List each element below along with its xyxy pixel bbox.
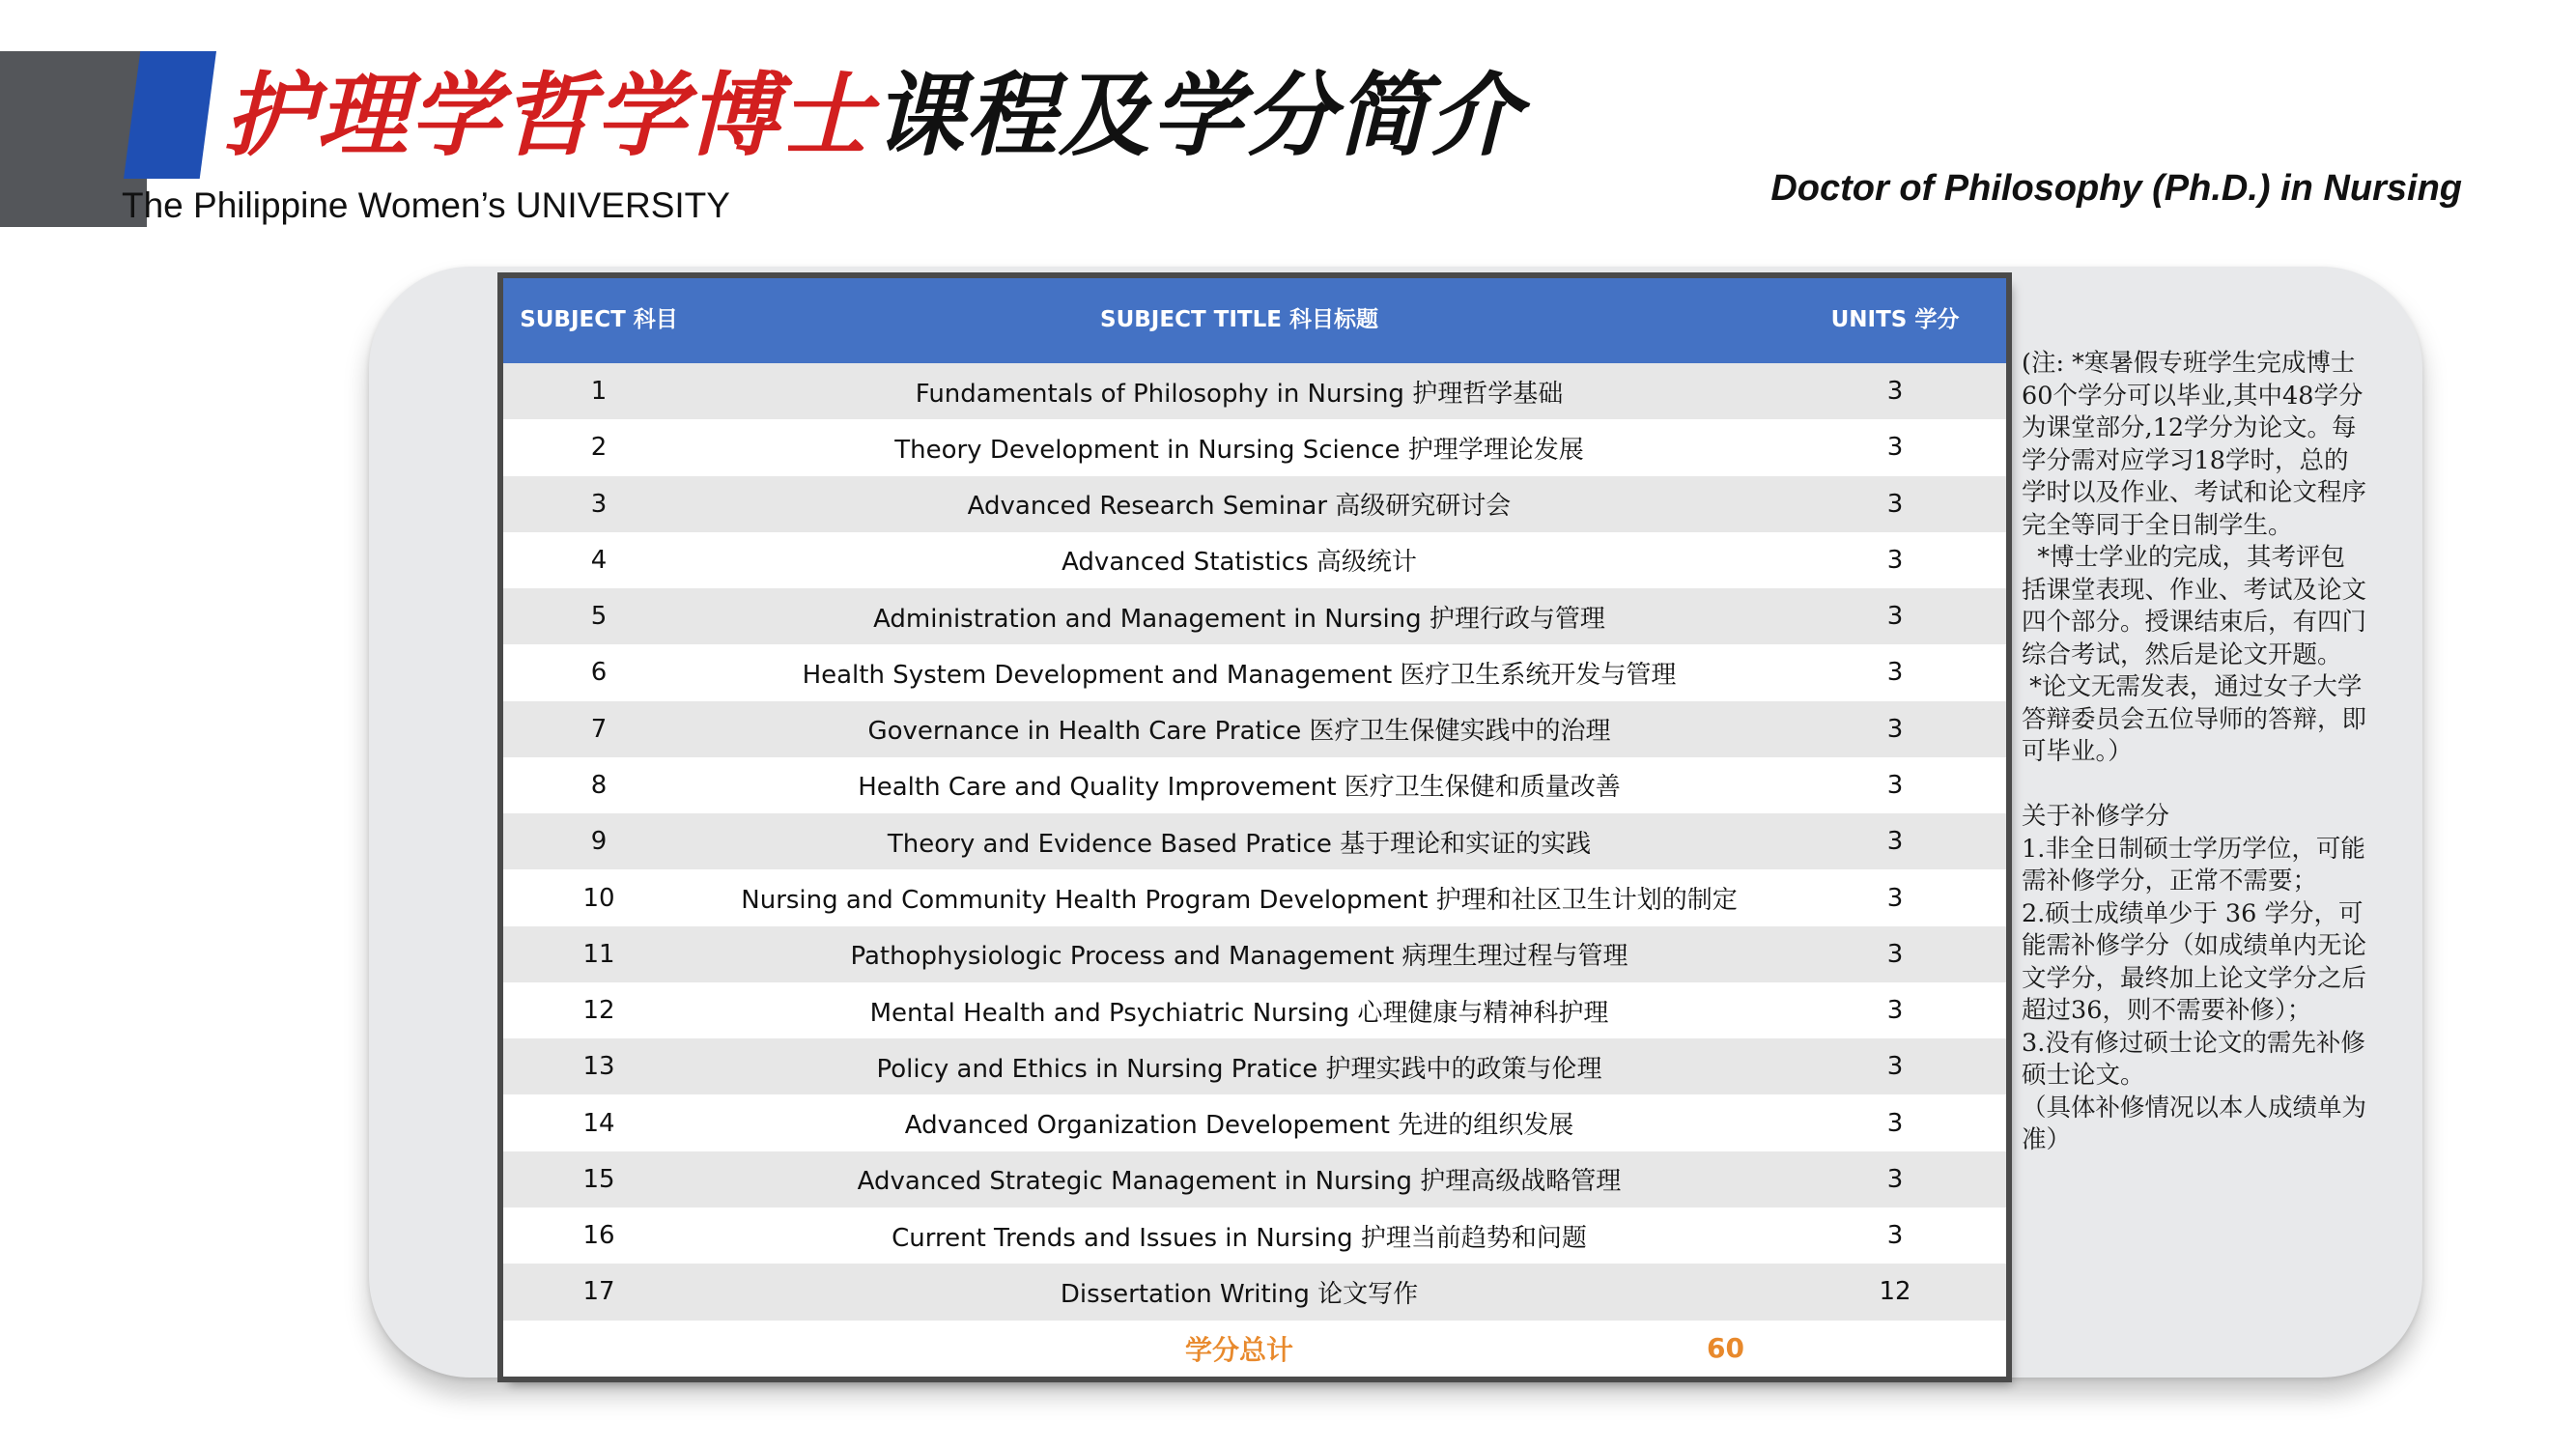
cell-subject-number: 13 <box>503 1038 694 1094</box>
cell-subject-title: Advanced Organization Developement 先进的组织发展 <box>694 1094 1784 1151</box>
table-header-row <box>503 278 2006 363</box>
cell-subject-number: 1 <box>503 363 694 419</box>
cell-units: 3 <box>1784 363 2006 419</box>
table-row <box>503 982 2006 1038</box>
cell-subject-title: Pathophysiologic Process and Management 病理生理过程与管理 <box>694 926 1784 982</box>
cell-subject-title: Policy and Ethics in Nursing Pratice 护理实践中的政策与伦理 <box>694 1038 1784 1094</box>
cell-units: 3 <box>1784 926 2006 982</box>
header-subject: SUBJECT 科目 <box>503 278 694 363</box>
cell-subject-number: 16 <box>503 1208 694 1264</box>
cell-subject-number: 7 <box>503 701 694 757</box>
table-row <box>503 869 2006 925</box>
table-row <box>503 1151 2006 1208</box>
cell-subject-title: Advanced Research Seminar 高级研究研讨会 <box>694 476 1784 532</box>
cell-units: 3 <box>1784 419 2006 475</box>
table-body <box>503 363 2006 1377</box>
cell-subject-number: 17 <box>503 1264 694 1320</box>
cell-units: 3 <box>1784 1151 2006 1208</box>
cell-subject-number: 12 <box>503 982 694 1038</box>
cell-subject-title: Current Trends and Issues in Nursing 护理当前趋势和问题 <box>694 1208 1784 1264</box>
cell-units: 3 <box>1784 588 2006 644</box>
page-title <box>224 60 1522 174</box>
cell-units: 3 <box>1784 532 2006 588</box>
table-row <box>503 363 2006 419</box>
table-row <box>503 926 2006 982</box>
table-row <box>503 588 2006 644</box>
cell-units: 3 <box>1784 813 2006 869</box>
cell-subject-number: 9 <box>503 813 694 869</box>
table-row <box>503 1208 2006 1264</box>
cell-subject-title: Governance in Health Care Pratice 医疗卫生保健实践中的治理 <box>694 701 1784 757</box>
table-row <box>503 644 2006 700</box>
page-title-black: 课程及学分简介 <box>873 64 1523 169</box>
table-row <box>503 1264 2006 1320</box>
table-row <box>503 532 2006 588</box>
cell-total-units: 60 <box>1707 1332 1744 1365</box>
cell-total-empty <box>503 1321 694 1377</box>
cell-subject-number: 14 <box>503 1094 694 1151</box>
cell-units: 3 <box>1784 476 2006 532</box>
cell-subject-number: 3 <box>503 476 694 532</box>
table-row <box>503 1094 2006 1151</box>
table-row <box>503 757 2006 813</box>
cell-subject-title: Mental Health and Psychiatric Nursing 心理健康与精神科护理 <box>694 982 1784 1038</box>
cell-subject-title: Health System Development and Management 医疗卫生系统开发与管理 <box>694 644 1784 700</box>
cell-subject-title: Health Care and Quality Improvement 医疗卫生保健和质量改善 <box>694 757 1784 813</box>
table-row <box>503 1038 2006 1094</box>
cell-subject-title: Fundamentals of Philosophy in Nursing 护理哲学基础 <box>694 363 1784 419</box>
cell-units: 3 <box>1784 982 2006 1038</box>
cell-subject-title: Theory Development in Nursing Science 护理学理论发展 <box>694 419 1784 475</box>
cell-total-units-wrap <box>1707 1321 2006 1377</box>
cell-subject-title: Administration and Management in Nursing 护理行政与管理 <box>694 588 1784 644</box>
cell-subject-title: Advanced Strategic Management in Nursing 护理高级战略管理 <box>694 1151 1784 1208</box>
header-units: UNITS 学分 <box>1784 278 2006 363</box>
cell-subject-title: Dissertation Writing 论文写作 <box>694 1264 1784 1320</box>
cell-subject-number: 10 <box>503 869 694 925</box>
table-total-row <box>503 1321 2006 1377</box>
cell-subject-title: Theory and Evidence Based Pratice 基于理论和实证的实践 <box>694 813 1784 869</box>
header-subject-title: SUBJECT TITLE 科目标题 <box>694 278 1784 363</box>
cell-subject-number: 4 <box>503 532 694 588</box>
cell-units: 12 <box>1784 1264 2006 1320</box>
cell-total-label: 学分总计 <box>694 1321 1784 1377</box>
cell-subject-number: 5 <box>503 588 694 644</box>
table-row <box>503 813 2006 869</box>
course-table <box>503 278 2006 1377</box>
course-table-wrapper <box>503 278 2006 1377</box>
table-row <box>503 476 2006 532</box>
cell-subject-number: 2 <box>503 419 694 475</box>
cell-subject-number: 6 <box>503 644 694 700</box>
cell-units: 3 <box>1784 1038 2006 1094</box>
university-name: The Philippine Women’s UNIVERSITY <box>122 185 730 225</box>
cell-units: 3 <box>1784 1094 2006 1151</box>
table-row <box>503 419 2006 475</box>
cell-units: 3 <box>1784 644 2006 700</box>
cell-units: 3 <box>1784 701 2006 757</box>
cell-subject-number: 11 <box>503 926 694 982</box>
table-row <box>503 701 2006 757</box>
cell-subject-number: 15 <box>503 1151 694 1208</box>
cell-subject-title: Nursing and Community Health Program Development 护理和社区卫生计划的制定 <box>694 869 1784 925</box>
cell-units: 3 <box>1784 1208 2006 1264</box>
cell-units: 3 <box>1784 757 2006 813</box>
program-subtitle: Doctor of Philosophy (Ph.D.) in Nursing <box>1770 168 2462 209</box>
cell-subject-number: 8 <box>503 757 694 813</box>
cell-units: 3 <box>1784 869 2006 925</box>
page-title-red: 护理学哲学博士 <box>224 64 874 169</box>
notes-text: (注: *寒暑假专班学生完成博士60个学分可以毕业,其中48学分为课堂部分,12学分为论文。每学分需对应学习18学时，总的学时以及作业、考试和论文程序完全等同于全日制学生。 *博士学业的完成，其考评包括课堂表现、作业、考试及论文四个部分。授课结束后，有四门综合考试，然后是论文开题。 *论文无需发表，通过女子大学答辩委员会五位导师的答辩，即可毕业。） 关于补修学分 1.非全日制硕士学历学位，可能需补修学分，正常不需要； 2.硕士成绩单少于 36 学分，可能需补修学分（如成绩单内无论文学分，最终加上论文学分之后超过36，则不需要补修）； 3.没有修过硕士论文的需先补修硕士论文。 （具体补修情况以本人成绩单为准） <box>2022 349 2367 1154</box>
cell-subject-title: Advanced Statistics 高级统计 <box>694 532 1784 588</box>
